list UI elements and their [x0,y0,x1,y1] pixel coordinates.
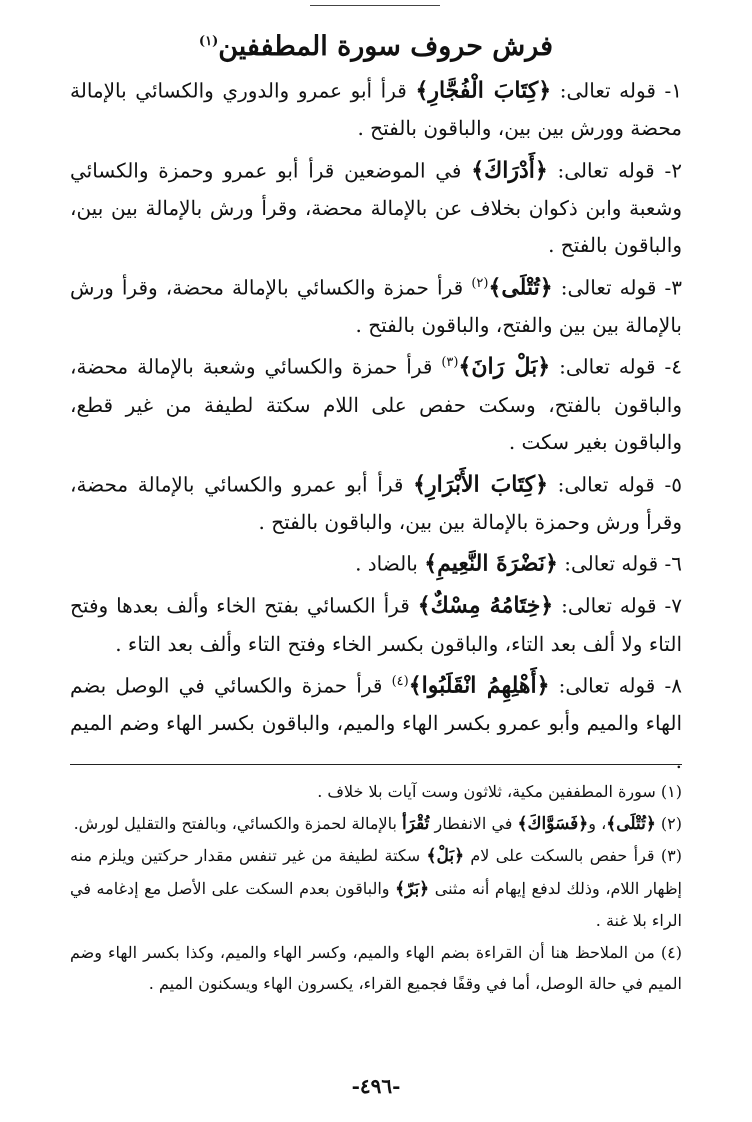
item-text: في الموضعين قرأ أبو عمرو وحمزة والكسائي وشعبة وابن ذكوان بخلاف عن بالإمالة محضة، وقرأ ورش بالإمالة بين بين، والباقون بالفتح . [70,158,682,258]
item-label: ٧- قوله تعالى: [553,594,682,619]
item-label: ٨- قوله تعالى: [549,673,682,698]
item-label: ٣- قوله تعالى: [552,275,682,300]
footnote-2 [70,808,682,841]
quran-word: ﴿فَسَوَّاكَ﴾ [517,813,589,834]
quran-word: ﴿كِتَابَ الأَبْرَارِ﴾ [413,471,548,498]
quran-word: ﴿كِتَابَ الْفُجَّارِ﴾ [415,77,552,104]
title-text: فرش حروف سورة المطففين [218,31,554,62]
item-text: قرأ حمزة والكسائي وشعبة بالإمالة محضة، والباقون بالفتح، وسكت حفص على اللام سكتة لطيفة من غير قطع، والباقون بغير سكت . [70,355,682,455]
footnote-ref: (٣) [441,355,459,371]
top-rule [310,5,440,6]
footnote-text: (١) سورة المطففين مكية، ثلاثون وست آيات بلا خلاف . [317,782,682,801]
footnote-text: سكتة لطيفة من غير تنفس مقدار حركتين ويلزم منه إظهار اللام، وذلك لدفع إيهام أنه مثنى [70,846,683,898]
item-text: قرأ حمزة والكسائي في الوصل بضم الهاء والميم وأبو عمرو بكسر الهاء والميم، والباقون بكسر الهاء وضم الميم . [70,673,682,773]
footnote-separator [70,764,682,765]
footnote-text: والباقون بعدم السكت على الأصل مع إدغامه في الراء بلا غنة . [70,878,682,930]
item-label: ١- قوله تعالى: [551,78,682,103]
book-page [70,0,682,1122]
item-4 [70,344,682,461]
page-title [70,22,682,67]
footnote-ref: (٢) [471,275,489,291]
quran-word: ﴿نَضْرَةَ النَّعِيمِ﴾ [424,550,558,577]
item-3 [70,265,682,345]
item-label: ٢- قوله تعالى: [547,158,682,183]
quran-word: ﴿تُتْلَى﴾ [606,813,656,834]
item-label: ٤- قوله تعالى: [550,355,682,380]
title-footnote-ref: (١) [198,34,219,49]
item-2 [70,148,682,265]
item-label: ٥- قوله تعالى: [548,472,682,497]
footnotes [70,776,682,1000]
quran-word: ﴿خِتَامُهُ مِسْكٌ﴾ [417,593,554,620]
quran-word: ﴿بَرّ﴾ [395,878,430,899]
footnote-1 [70,776,682,808]
footnote-text: (٤) من الملاحظ هنا أن القراءة بضم الهاء والميم، وكسر الهاء والميم، وكذا بكسر الهاء وضم الميم في حالة الوصل، أما في وقفًا فجميع القراء، يكسرون الهاء ويسكنون الميم . [70,942,682,993]
item-text: قرأ أبو عمرو والدوري والكسائي بالإمالة محضة وورش بين بين، والباقون بالفتح . [70,78,682,141]
footnote-text: (٢) [655,813,682,833]
item-text: قرأ الكسائي بفتح الخاء وألف بعدها وفتح التاء ولا ألف بعد التاء، والباقون بكسر الخاء وفتح التاء وألف بعد التاء . [70,594,682,656]
item-5 [70,462,682,542]
item-label: ٦- قوله تعالى: [557,551,682,576]
quran-word: ﴿أَدْرَاكَ﴾ [471,157,548,184]
quran-word: ﴿أَهْلِهِمُ انْقَلَبُوا﴾ [408,672,550,699]
footnote-text: بالإمالة لحمزة والكسائي، وبالفتح والتقليل لورش. [73,813,402,833]
footnote-3 [70,840,682,937]
quran-word: تُقْرَأ [401,813,430,834]
footnote-ref: (٤) [391,674,409,690]
quran-word: ﴿بَلْ رَانَ﴾ [458,354,551,381]
quran-word: ﴿تُتْلَى﴾ [488,274,553,301]
quran-word: ﴿بَلْ﴾ [426,846,465,866]
footnote-text: في الانفطار [429,813,518,833]
item-8 [70,663,682,780]
footnote-text: ، و [588,813,607,833]
main-text [70,68,682,780]
item-6 [70,541,682,583]
item-text: قرأ أبو عمرو والكسائي بالإمالة محضة، وقرأ ورش وحمزة بالإمالة بين بين، والباقون بالفتح . [70,472,682,534]
footnote-text: (٣) قرأ حفص بالسكت على لام [464,846,683,865]
page-number: -٤٩٦- [351,1074,401,1098]
item-text: بالضاد . [355,551,425,576]
item-text: قرأ حمزة والكسائي بالإمالة محضة، وقرأ ورش بالإمالة بين بين والفتح، والباقون بالفتح . [70,275,682,337]
item-7 [70,583,682,663]
item-1 [70,68,682,148]
footnote-4 [70,937,682,1000]
